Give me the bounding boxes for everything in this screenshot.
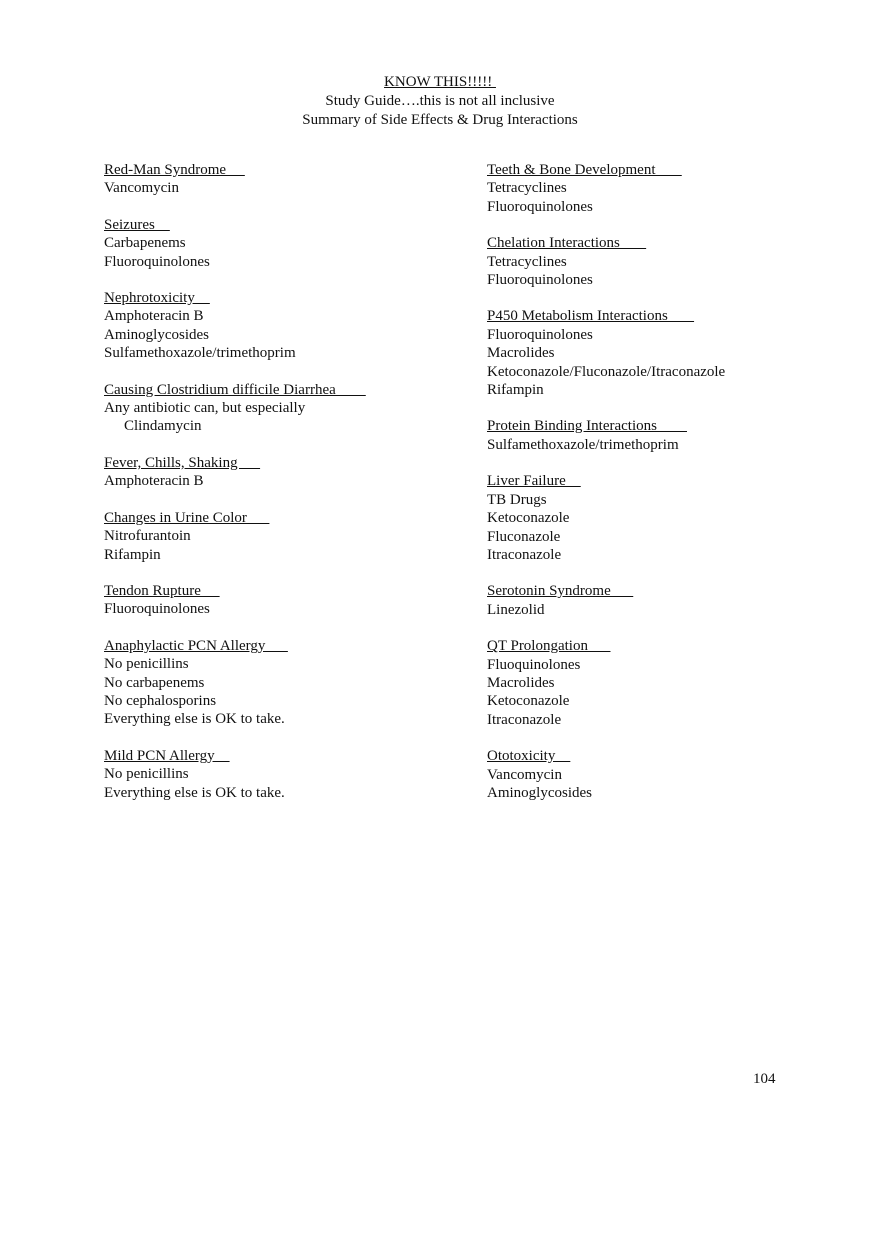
list-item: Linezolid — [487, 601, 545, 618]
section-red-man-syndrome — [104, 161, 464, 198]
section-qt-prolongation — [487, 637, 817, 729]
list-item: Amphoteracin B — [104, 308, 204, 325]
list-item: Vancomycin — [487, 766, 562, 783]
list-item: Nitrofurantoin — [104, 528, 191, 545]
list-item: Itraconazole — [487, 546, 562, 563]
list-item: Any antibiotic can, but especially — [104, 400, 306, 417]
section-title: Serotonin Syndrome — [487, 583, 634, 600]
list-item: Ketoconazole/Fluconazole/Itraconazole — [487, 363, 726, 380]
section-title: Nephrotoxicity — [104, 290, 210, 307]
section-title: Ototoxicity — [487, 748, 571, 765]
list-item: Everything else is OK to take. — [104, 784, 285, 801]
section-title: P450 Metabolism Interactions — [487, 308, 695, 325]
section-nephrotoxicity — [104, 289, 464, 363]
list-item: Itraconazole — [487, 711, 562, 728]
list-item: Clindamycin — [124, 418, 202, 435]
section-seizures — [104, 216, 464, 271]
list-item: Ketoconazole — [487, 510, 570, 527]
section-mild-pcn-allergy — [104, 747, 464, 802]
list-item: Aminoglycosides — [104, 326, 209, 343]
list-item: Rifampin — [487, 382, 544, 399]
list-item: Sulfamethoxazole/trimethoprim — [104, 345, 296, 362]
section-title: Anaphylactic PCN Allergy — [104, 637, 288, 654]
list-item: Fluconazole — [487, 528, 561, 545]
section-ototoxicity — [487, 747, 817, 802]
list-item: Ketoconazole — [487, 693, 570, 710]
section-fever-chills-shaking — [104, 454, 464, 491]
list-item: No penicillins — [104, 766, 189, 783]
section-title: Tendon Rupture — [104, 582, 220, 599]
section-c-diff-diarrhea — [104, 381, 464, 436]
summary-subtitle: Summary of Side Effects & Drug Interactions — [302, 112, 578, 128]
list-item: Sulfamethoxazole/trimethoprim — [487, 436, 679, 453]
list-item: TB Drugs — [487, 491, 547, 508]
section-teeth-bone-development — [487, 161, 817, 216]
section-tendon-rupture — [104, 582, 464, 619]
section-chelation-interactions — [487, 234, 817, 289]
list-item: Everything else is OK to take. — [104, 711, 285, 728]
study-guide-subtitle: Study Guide….this is not all inclusive — [325, 93, 555, 109]
list-item: Fluoroquinolones — [487, 272, 593, 289]
section-title: Changes in Urine Color — [104, 509, 270, 526]
section-title: Seizures — [104, 216, 170, 233]
page-number: 104 — [753, 1071, 776, 1087]
section-title: Teeth & Bone Development — [487, 162, 682, 178]
section-title: Causing Clostridium difficile Diarrhea — [104, 381, 366, 398]
list-item: No cephalosporins — [104, 692, 217, 709]
section-title: Chelation Interactions — [487, 235, 647, 252]
section-title: Fever, Chills, Shaking — [104, 454, 261, 471]
list-item: Fluoroquinolones — [487, 198, 593, 215]
know-this-heading: KNOW THIS!!!!! — [384, 74, 496, 90]
section-title: Liver Failure — [487, 473, 581, 490]
section-title: Protein Binding Interactions — [487, 418, 687, 435]
section-urine-color — [104, 509, 464, 564]
list-item: Aminoglycosides — [487, 784, 592, 801]
list-item: Fluoquinolones — [487, 656, 581, 673]
page-header — [0, 73, 880, 130]
list-item: Macrolides — [487, 345, 555, 362]
list-item: Fluoroquinolones — [104, 601, 210, 618]
section-title: Red-Man Syndrome — [104, 162, 245, 178]
list-item: No carbapenems — [104, 674, 205, 691]
list-item: Carbapenems — [104, 235, 186, 252]
list-item: Macrolides — [487, 674, 555, 691]
section-protein-binding — [487, 417, 817, 454]
section-serotonin-syndrome — [487, 582, 817, 619]
right-column — [487, 161, 817, 802]
list-item: Amphoteracin B — [104, 473, 204, 490]
section-title: Mild PCN Allergy — [104, 747, 230, 764]
section-liver-failure — [487, 472, 817, 564]
list-item: No penicillins — [104, 656, 189, 673]
left-column — [104, 161, 464, 802]
list-item: Fluoroquinolones — [487, 326, 593, 343]
list-item: Rifampin — [104, 546, 161, 563]
list-item: Tetracyclines — [487, 253, 567, 270]
list-item: Tetracyclines — [487, 180, 567, 197]
section-p450-metabolism — [487, 307, 817, 399]
section-anaphylactic-pcn-allergy — [104, 637, 464, 729]
list-item: Vancomycin — [104, 180, 179, 197]
list-item: Fluoroquinolones — [104, 253, 210, 270]
section-title: QT Prolongation — [487, 638, 611, 655]
